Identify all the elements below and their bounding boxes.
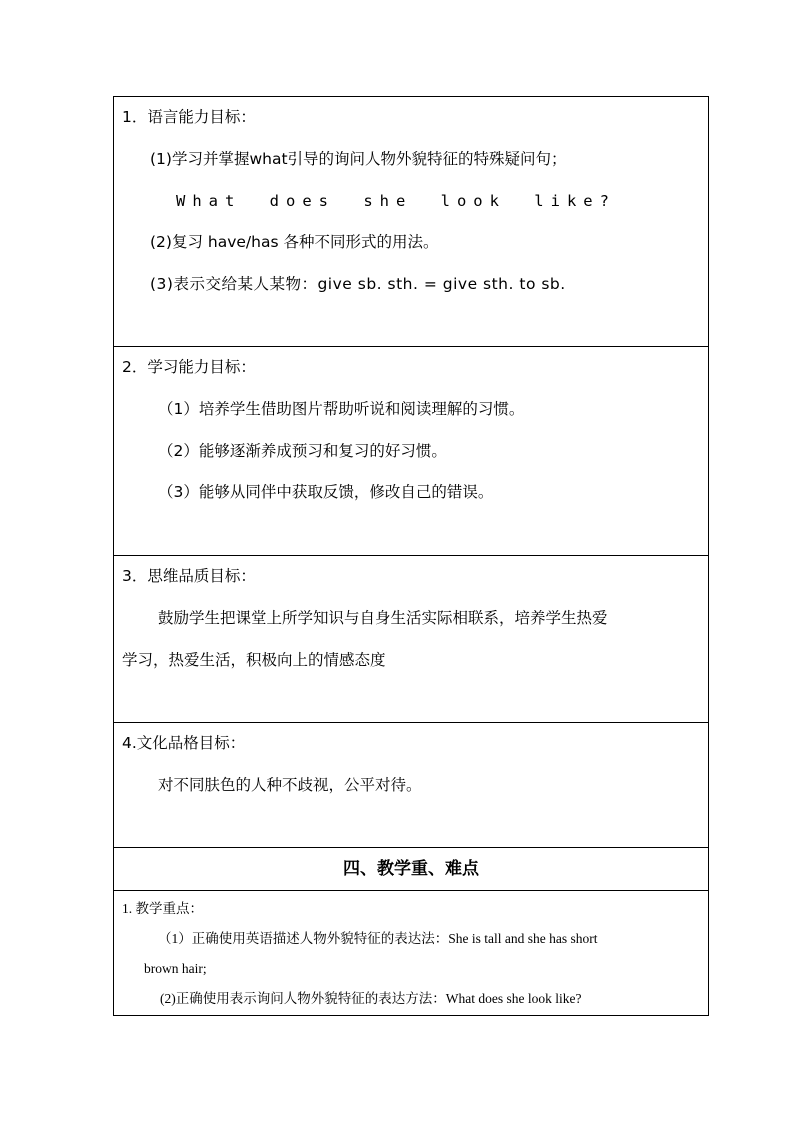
key-point-item: (2)正确使用表示询问人物外貌特征的表达方法：What does she look like? <box>160 991 582 1006</box>
learning-ability-goals-cell <box>114 347 708 556</box>
lesson-plan-table <box>113 96 709 1016</box>
section-title: 1．语言能力目标： <box>122 108 256 126</box>
section-heading: 四、教学重、难点 <box>343 859 479 879</box>
key-difficult-points-heading-cell <box>114 848 708 891</box>
goal-item: (2)复习 have/has 各种不同形式的用法。 <box>150 233 439 251</box>
goal-item: （3）能够从同伴中获取反馈，修改自己的错误。 <box>158 483 494 501</box>
section-title: 1. 教学重点： <box>122 901 203 916</box>
section-title: 2．学习能力目标： <box>122 358 256 376</box>
goal-item: 对不同肤色的人种不歧视，公平对待。 <box>158 776 422 794</box>
language-ability-goals-cell <box>114 97 708 347</box>
key-point-item: （1）正确使用英语描述人物外貌特征的表达法：She is tall and she has short <box>158 931 598 946</box>
thinking-quality-goals-cell <box>114 556 708 723</box>
section-title: 3．思维品质目标： <box>122 567 256 585</box>
cultural-character-goals-cell <box>114 723 708 848</box>
goal-item: (3)表示交给某人某物：give sb. sth. = give sth. to sb. <box>150 275 566 293</box>
goal-paragraph-line: 学习，热爱生活，积极向上的情感态度 <box>122 651 386 669</box>
teaching-key-points-cell <box>114 891 708 1015</box>
goal-item: （2）能够逐渐养成预习和复习的好习惯。 <box>158 442 447 460</box>
goal-paragraph-line: 鼓励学生把课堂上所学知识与自身生活实际相联系，培养学生热爱 <box>158 609 608 627</box>
section-title: 4.文化品格目标： <box>122 734 246 752</box>
example-question: What does she look like? <box>176 192 616 210</box>
goal-item: （1）培养学生借助图片帮助听说和阅读理解的习惯。 <box>158 400 525 418</box>
key-point-item-continued: brown hair; <box>144 961 207 976</box>
goal-item: (1)学习并掌握what引导的询问人物外貌特征的特殊疑问句； <box>150 150 567 168</box>
